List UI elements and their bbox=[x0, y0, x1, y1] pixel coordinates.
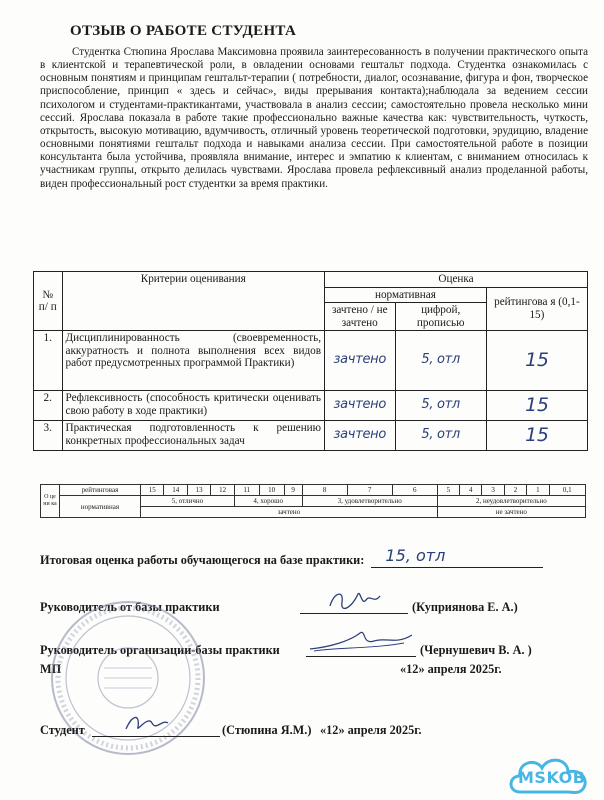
scale-normative-value: 3, удовлетворительно bbox=[302, 496, 437, 507]
header-digit: цифрой, прописью bbox=[395, 303, 486, 331]
scale-rating-value: 8 bbox=[302, 485, 347, 496]
stamp-place-label: МП bbox=[40, 662, 62, 676]
scale-not-passed: не зачтено bbox=[437, 507, 585, 518]
row-num: 1. bbox=[34, 331, 63, 391]
scale-rating-value: 4 bbox=[460, 485, 482, 496]
signature-mark-icon bbox=[122, 709, 182, 735]
row-digit: 5, отл bbox=[395, 331, 486, 391]
table-row bbox=[34, 421, 588, 451]
criteria-table bbox=[33, 271, 588, 451]
scale-rating-value: 1 bbox=[527, 485, 549, 496]
head-org-signature-line bbox=[306, 641, 416, 657]
final-grade-label: Итоговая оценка работы обучающегося на базе практики: bbox=[40, 553, 365, 567]
row-criterion: Рефлексивность (способность критически оценивать свою работу в ходе практики) bbox=[62, 391, 325, 421]
scale-rating-value: 13 bbox=[187, 485, 210, 496]
scale-rating-value: 0,1 bbox=[549, 485, 585, 496]
table-row bbox=[34, 391, 588, 421]
scale-rating-value: 15 bbox=[141, 485, 164, 496]
header-passed: зачтено / не зачтено bbox=[325, 303, 395, 331]
scale-side-label: О це ни ка bbox=[41, 485, 60, 518]
head-base-name: (Куприянова Е. А.) bbox=[412, 600, 518, 614]
scale-passed: зачтено bbox=[141, 507, 438, 518]
student-signature-line bbox=[92, 721, 220, 737]
scale-rating-value: 14 bbox=[164, 485, 187, 496]
student-date: «12» апреля 2025г. bbox=[320, 723, 422, 737]
student-label: Студент bbox=[40, 723, 85, 737]
head-org-date: «12» апреля 2025г. bbox=[400, 662, 502, 676]
feedback-paragraph: Студентка Стюпина Ярослава Максимовна проявила заинтересованность в получении практического опыта в клиентской и терапевтической роли, в овладении основами гештальт подхода. Студентка ознакомилась с основным понятиям и принципам гештальт-терапии ( потребности, диалог, осознавание, фигура и фон, творческое приспособление, принцип « здесь и сейчас», виды прерывания контакта);наблюдала за ведением сессии психологом и студентами-практикантами, участвовала в анализ сессии; самостоятельно провела несколько мини сессий. Ярослава показала в работе такие профессионально важные качества как: чувствительность, чуткость, открытость, высокую мотивацию, вдумчивость, отличный уровень теоретической подготовки, эрудицию, владение основными понятиями гештальт подхода и навыками анализа сессии. При самостоятельной работе в позиции консультанта была устойчива, проявляла внимание, интерес и эмпатию к клиентам, с вниманием относилась к участникам группы, открыто делилась чувствами. Ярослава провела рефлексивный анализ проделанной работы, виден профессиональный рост студентки за время практики. bbox=[40, 46, 588, 190]
scale-rating-value: 6 bbox=[392, 485, 437, 496]
row-criterion: Практическая подготовленность к решению конкретных профессиональных задач bbox=[62, 421, 325, 451]
scale-rating-value: 11 bbox=[234, 485, 259, 496]
student-name: (Стюпина Я.М.) bbox=[222, 723, 312, 737]
row-passed: зачтено bbox=[325, 331, 395, 391]
signature-mark-icon bbox=[300, 627, 420, 657]
header-normative: нормативная bbox=[325, 287, 487, 303]
head-org-label: Руководитель организации-базы практики bbox=[40, 643, 280, 657]
feedback-text bbox=[40, 46, 588, 191]
row-num: 3. bbox=[34, 421, 63, 451]
row-criterion: Дисциплинированность (своевременность, аккуратность и полнота выполнения всех видов работ предусмотренных программой Практики) bbox=[62, 331, 325, 391]
final-grade-field bbox=[371, 546, 543, 568]
scale-rating-value: 10 bbox=[259, 485, 284, 496]
row-rating: 15 bbox=[486, 331, 587, 391]
scale-rating-value: 2 bbox=[504, 485, 526, 496]
head-org-name: (Чернушевич В. А. ) bbox=[420, 643, 532, 657]
watermark-text: MSKOB bbox=[518, 768, 586, 787]
scale-rating-label: рейтинговая bbox=[60, 485, 141, 496]
row-passed: зачтено bbox=[325, 421, 395, 451]
row-digit: 5, отл bbox=[395, 421, 486, 451]
mskob-watermark-logo bbox=[506, 752, 592, 796]
scale-rating-value: 5 bbox=[437, 485, 459, 496]
grading-scale-table bbox=[40, 484, 586, 518]
final-grade-value: 15, отл bbox=[385, 546, 446, 565]
row-digit: 5, отл bbox=[395, 391, 486, 421]
header-num: № п/ п bbox=[34, 272, 63, 331]
row-rating: 15 bbox=[486, 421, 587, 451]
row-passed: зачтено bbox=[325, 391, 395, 421]
scale-normative-value: 2, неудовлетворительно bbox=[437, 496, 585, 507]
final-grade-line bbox=[40, 546, 543, 568]
header-rating: рейтингова я (0,1-15) bbox=[486, 287, 587, 331]
table-row bbox=[34, 331, 588, 391]
scale-rating-value: 7 bbox=[347, 485, 392, 496]
head-base-signature-line bbox=[300, 598, 408, 614]
header-criteria: Критерии оценивания bbox=[62, 272, 325, 331]
row-num: 2. bbox=[34, 391, 63, 421]
scale-normative-value: 4, хорошо bbox=[234, 496, 302, 507]
scale-normative-value: 5, отлично bbox=[141, 496, 235, 507]
row-rating: 15 bbox=[486, 391, 587, 421]
document-title: ОТЗЫВ О РАБОТЕ СТУДЕНТА bbox=[70, 23, 297, 39]
scale-rating-value: 9 bbox=[284, 485, 302, 496]
signature-mark-icon bbox=[300, 586, 408, 612]
header-grade: Оценка bbox=[325, 272, 588, 288]
scale-normative-label: нормативная bbox=[60, 496, 141, 518]
head-base-label: Руководитель от базы практики bbox=[40, 600, 220, 614]
scale-rating-value: 3 bbox=[482, 485, 504, 496]
scale-rating-value: 12 bbox=[211, 485, 234, 496]
